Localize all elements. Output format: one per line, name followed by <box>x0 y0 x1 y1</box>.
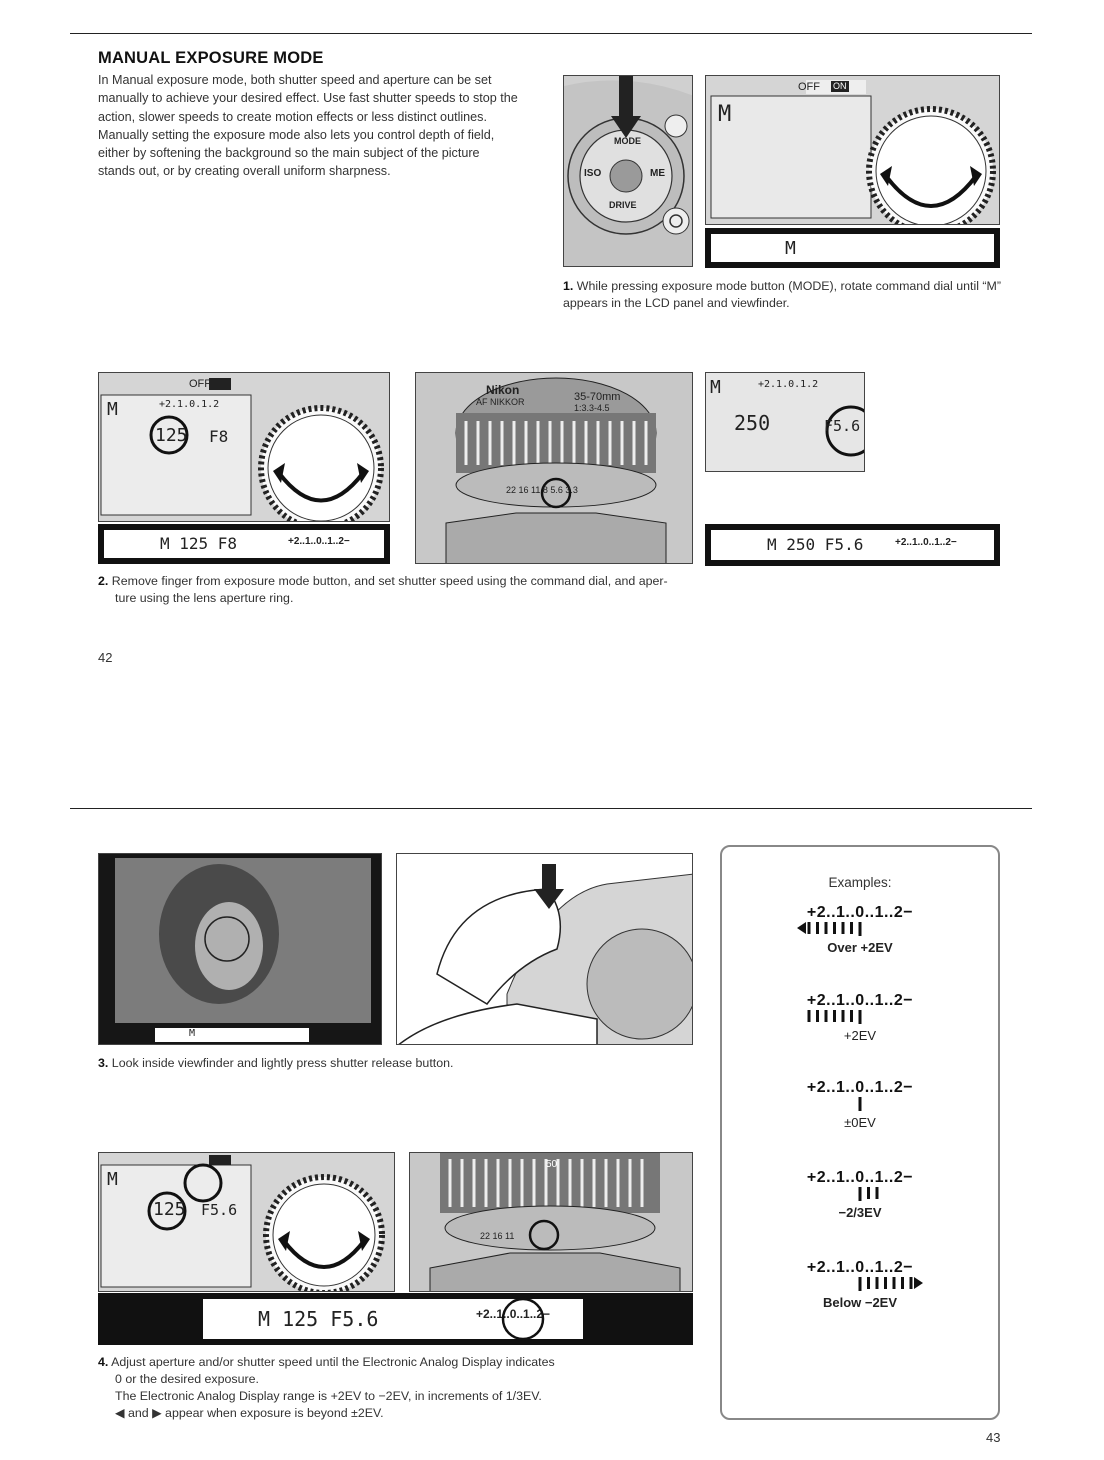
intro-paragraph: In Manual exposure mode, both shutter speed and aperture can be set manually to achieve your desired effect. Use fast shutter speeds to stop the action, slower speeds to create motion effects or less distinct outlines. Manually setting the exposure mode also lets you control depth of field, either by softening the background so the main subject of the picture stands out, or by creating overall uniform sharpness. <box>98 73 518 179</box>
page-number-right: 43 <box>986 1430 1001 1445</box>
step4-line1: Adjust aperture and/or shutter speed until the Electronic Analog Display indicates <box>111 1355 555 1369</box>
lcd-dial-figure-1 <box>705 75 1000 225</box>
lcd2-scale: +2.1.0.1.2 <box>159 399 220 410</box>
analog-bar <box>859 922 862 936</box>
top-rule <box>70 33 1032 34</box>
example-label: ±0EV <box>844 1115 876 1130</box>
lcd2-mode: M <box>107 399 118 420</box>
analog-bar <box>816 1010 819 1022</box>
example-label: Over +2EV <box>827 940 893 955</box>
lens2-scale: 22 16 11 <box>480 1231 515 1241</box>
strip2-scale: +2..1..0..1..2− <box>288 536 350 547</box>
analog-bars-icon <box>795 1277 925 1291</box>
viewfinder-strip-3 <box>705 524 1000 566</box>
step4-line2: 0 or the desired exposure. <box>115 1372 259 1386</box>
lcd4-mode: M <box>107 1169 118 1190</box>
analog-bar <box>910 1277 913 1289</box>
analog-bar <box>816 922 819 934</box>
strip4-values: M 125 F5.6 <box>258 1307 379 1331</box>
lcd2-off: OFF <box>189 378 211 390</box>
strip2-values: M 125 F8 <box>160 534 238 553</box>
lcd2-aperture: F8 <box>209 427 229 446</box>
shutter-release-figure <box>396 853 693 1045</box>
step3-caption <box>98 1055 698 1072</box>
under-arrow-icon <box>914 1277 923 1289</box>
viewfinder-photo-figure <box>98 853 382 1045</box>
step4-caption <box>98 1354 708 1422</box>
strip4-scale: +2..1..0..1..2− <box>476 1307 551 1321</box>
viewfinder-photo <box>99 854 382 1045</box>
lens-aperture-figure-2 <box>409 1152 693 1292</box>
analog-bar <box>850 1010 853 1022</box>
mode-button-figure <box>563 75 693 267</box>
analog-bar <box>808 922 811 934</box>
step3-number: 3. <box>98 1056 109 1070</box>
analog-bar <box>833 1010 836 1022</box>
lcd4-shutter: 125 <box>153 1199 186 1220</box>
analog-bars-icon <box>795 1187 925 1201</box>
bottom-rule <box>70 808 1032 809</box>
command-dial-illustration-4 <box>99 1153 395 1292</box>
iso-label: ISO <box>584 168 602 179</box>
shutter-release-illustration <box>397 854 693 1045</box>
page-number-left: 42 <box>98 650 113 665</box>
analog-bar <box>833 922 836 934</box>
analog-bar <box>842 922 845 934</box>
example-label: −2/3EV <box>838 1205 882 1220</box>
analog-bar <box>825 922 828 934</box>
example-scale: +2..1..0..1..2− <box>806 1259 914 1276</box>
step4-line4: ◀ and ▶ appear when exposure is beyond ±2EV. <box>115 1406 384 1420</box>
over-arrow-icon <box>797 922 806 934</box>
analog-bar <box>808 1010 811 1022</box>
section-title: MANUAL EXPOSURE MODE <box>98 49 324 67</box>
lens-brand: Nikon <box>486 383 520 397</box>
analog-bar <box>859 1277 862 1291</box>
me-label: ME <box>650 168 665 179</box>
step1-number: 1. <box>563 279 574 293</box>
lens-illustration <box>416 373 693 564</box>
example-scale: +2..1..0..1..2− <box>806 992 914 1009</box>
analog-bars-icon <box>795 922 925 936</box>
lcd2-shutter: 125 <box>155 425 188 446</box>
strip1-mode: M <box>785 238 796 259</box>
analog-bar <box>884 1277 887 1289</box>
analog-bar <box>859 1097 862 1111</box>
lens-zoom: 35-70mm <box>574 391 621 403</box>
lcd-figure-3 <box>705 372 865 472</box>
lcd-off-label: OFF <box>798 81 820 93</box>
example-label: +2EV <box>843 1028 877 1043</box>
lens2-mark: 50 <box>546 1159 558 1170</box>
examples-title: Examples: <box>828 875 892 890</box>
step4-line3: The Electronic Analog Display range is +2EV to −2EV, in increments of 1/3EV. <box>115 1389 542 1403</box>
examples-box <box>720 845 1000 1420</box>
example-scale: +2..1..0..1..2− <box>806 1169 914 1186</box>
step1-text: While pressing exposure mode button (MODE), rotate command dial until “M” appears in the LCD panel and viewfinder. <box>563 279 1002 310</box>
viewfinder-strip-1 <box>705 228 1000 268</box>
example-plus2 <box>722 992 998 1043</box>
strip3-scale: +2..1..0..1..2− <box>895 537 957 548</box>
step1-caption <box>563 278 1008 312</box>
example-scale: +2..1..0..1..2− <box>806 1079 914 1096</box>
step2-number: 2. <box>98 574 109 588</box>
analog-bar <box>859 1187 862 1201</box>
analog-bars-icon <box>795 1097 925 1111</box>
analog-bar <box>825 1010 828 1022</box>
example-zero <box>722 1079 998 1130</box>
lcd3-mode: M <box>710 377 721 398</box>
lcd-dial-figure-4 <box>98 1152 395 1292</box>
analog-bar <box>901 1277 904 1289</box>
command-dial-illustration-2 <box>99 373 390 522</box>
viewfinder-mode: M <box>189 1028 196 1039</box>
analog-bar <box>876 1277 879 1289</box>
lens-model: AF NIKKOR <box>476 397 525 407</box>
analog-bar <box>893 1277 896 1289</box>
lcd-dial-figure-2 <box>98 372 390 522</box>
mode-label: MODE <box>614 136 641 146</box>
analog-bar <box>867 1187 870 1199</box>
drive-label: DRIVE <box>609 200 637 210</box>
analog-bar <box>850 922 853 934</box>
lens-aperture-scale: 22 16 11 8 5.6 3.3 <box>506 485 578 495</box>
lcd4-aperture: F5.6 <box>201 1201 238 1219</box>
viewfinder-strip-2 <box>98 524 390 564</box>
analog-bar <box>842 1010 845 1022</box>
strip3-values: M 250 F5.6 <box>767 535 864 554</box>
lcd3-scale: +2.1.0.1.2 <box>758 379 819 390</box>
step2-text-b: ture using the lens aperture ring. <box>115 591 294 605</box>
lcd-on-label: ON <box>833 81 847 91</box>
viewfinder-strip-4 <box>98 1293 693 1345</box>
lcd-mode-indicator: M <box>718 102 732 127</box>
command-dial-illustration <box>706 76 1000 225</box>
lens-illustration-2 <box>410 1153 693 1292</box>
step2-caption <box>98 573 898 607</box>
example-minus-two-thirds <box>722 1169 998 1220</box>
example-label: Below −2EV <box>822 1295 898 1310</box>
step3-text: Look inside viewfinder and lightly press shutter release button. <box>111 1056 454 1070</box>
example-scale: +2..1..0..1..2− <box>806 904 914 921</box>
analog-bar <box>867 1277 870 1289</box>
lcd3-shutter: 250 <box>734 411 771 435</box>
step2-text-a: Remove finger from exposure mode button, and set shutter speed using the command dial, and aper- <box>111 574 668 588</box>
analog-bar <box>876 1187 879 1199</box>
step4-number: 4. <box>98 1355 109 1369</box>
example-over <box>722 904 998 955</box>
lcd3-aperture: F5.6 <box>824 417 861 435</box>
example-under <box>722 1259 998 1310</box>
strip4-highlight <box>98 1293 693 1345</box>
analog-bar <box>859 1010 862 1024</box>
lens-aperture-figure <box>415 372 693 564</box>
analog-bars-icon <box>795 1010 925 1024</box>
lens-aperture-spec: 1:3.3-4.5 <box>574 403 610 413</box>
